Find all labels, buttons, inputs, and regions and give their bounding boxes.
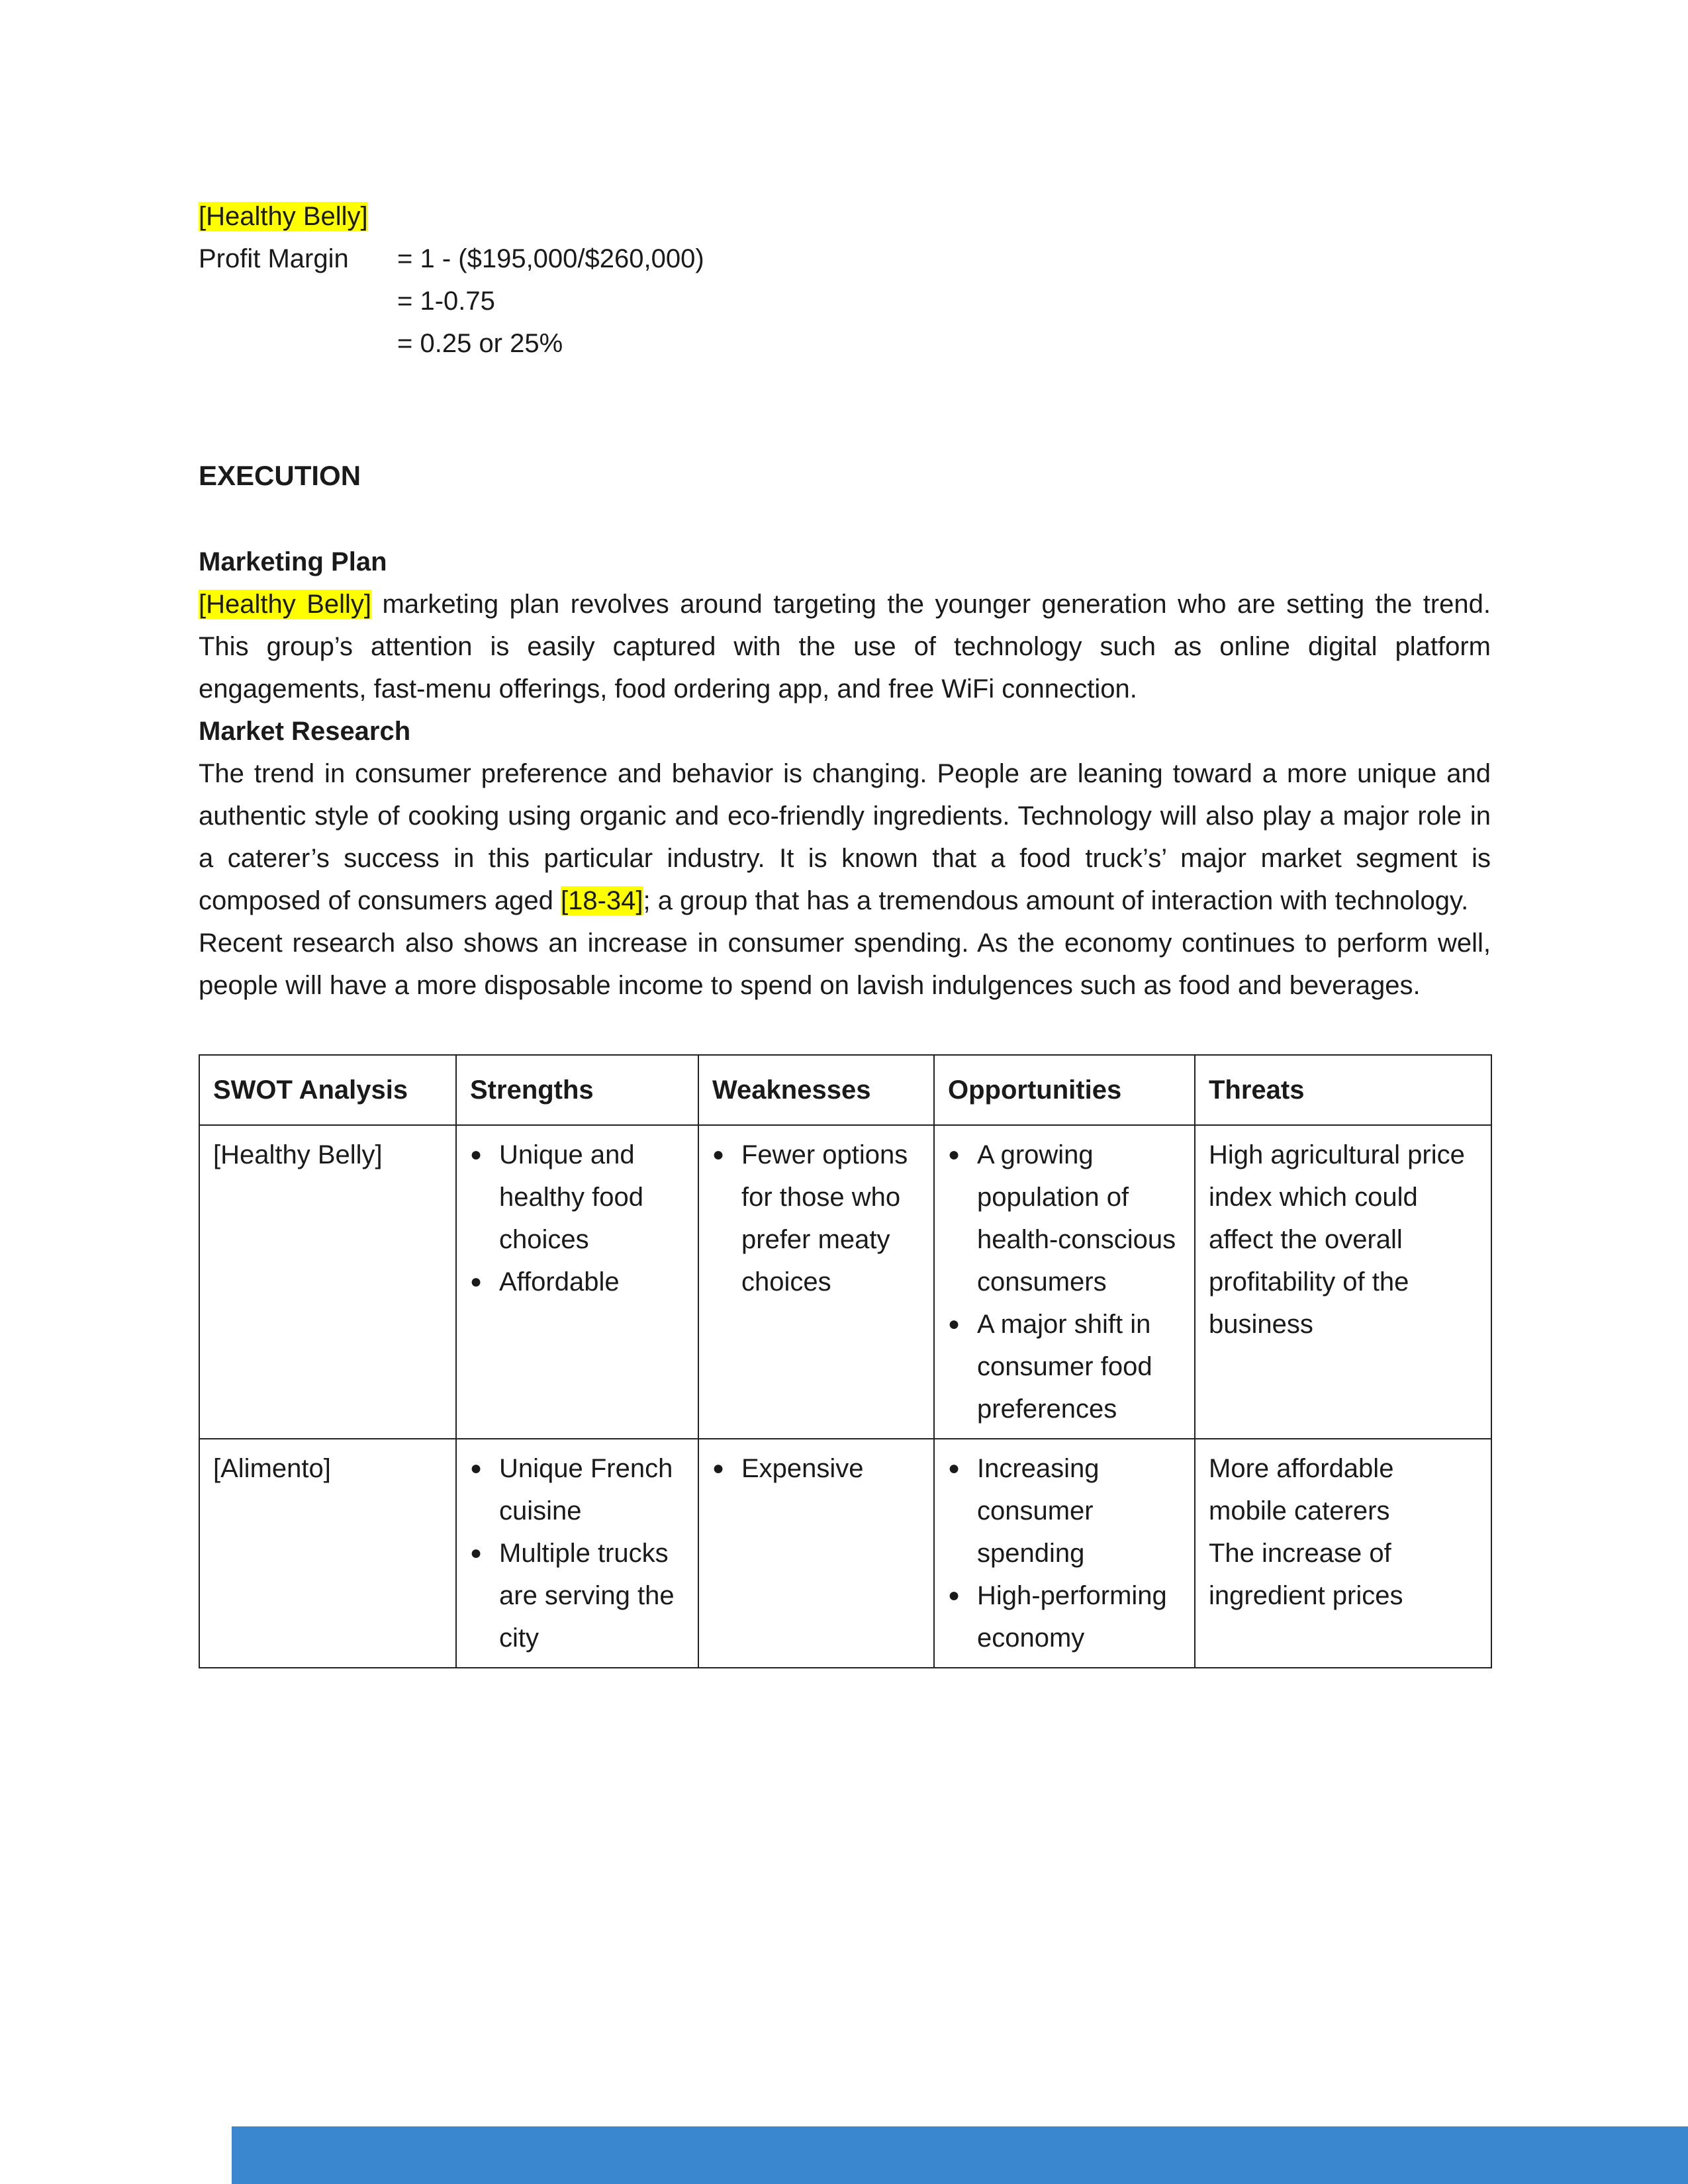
document-page xyxy=(199,195,1491,1668)
age-range-highlight: [18-34] xyxy=(560,886,643,915)
marketing-plan-heading: Marketing Plan xyxy=(199,547,387,576)
swot-weaknesses-cell xyxy=(698,1439,934,1668)
list-item: ● High-performing economy xyxy=(948,1574,1181,1659)
swot-opportunities-cell xyxy=(934,1125,1195,1439)
profit-margin-formula: = 1 - ($195,000/$260,000) xyxy=(397,244,704,273)
list-item: ● A major shift in consumer food preferences xyxy=(948,1303,1181,1430)
list-item: ● Increasing consumer spending xyxy=(948,1447,1181,1574)
list-item: ● Fewer options for those who prefer meaty choices xyxy=(712,1134,920,1303)
swot-weaknesses-cell xyxy=(698,1125,934,1439)
profit-margin-row-1 xyxy=(199,238,1491,280)
swot-header-weaknesses: Weaknesses xyxy=(698,1055,934,1125)
swot-strengths-cell xyxy=(456,1439,698,1668)
profit-margin-label: Profit Margin xyxy=(199,244,349,273)
market-research-paragraph-2: Recent research also shows an increase in consumer spending. As the economy continues to perform well, people will have a more disposable income to spend on lavish indulgences such as food and beverages. xyxy=(199,929,1491,1000)
market-research-text-1a: The trend in consumer preference and behavior is changing. People are leaning toward a more unique and authentic style of cooking using organic and eco-friendly ingredients. Technology will also play a major role in a caterer’s success in this particular industry. It is known that a food truck’s’ major market segment is composed of consumers aged xyxy=(199,759,1491,915)
swot-opportunities-cell xyxy=(934,1439,1195,1668)
swot-row-name: [Healthy Belly] xyxy=(199,1125,456,1439)
threat-line: More affordable mobile caterers xyxy=(1209,1454,1394,1525)
marketing-plan-paragraph xyxy=(199,583,1491,710)
swot-row-name: [Alimento] xyxy=(199,1439,456,1668)
swot-header-threats: Threats xyxy=(1195,1055,1491,1125)
company-highlight: [Healthy Belly] xyxy=(199,202,368,231)
swot-header-analysis: SWOT Analysis xyxy=(199,1055,456,1125)
swot-threats-cell xyxy=(1195,1439,1491,1668)
execution-heading: EXECUTION xyxy=(199,460,361,491)
market-research-paragraph-1 xyxy=(199,752,1491,922)
swot-strengths-cell xyxy=(456,1125,698,1439)
market-research-text-1b: ; a group that has a tremendous amount of interaction with technology. xyxy=(643,886,1469,915)
market-research-heading: Market Research xyxy=(199,717,411,746)
swot-header-strengths: Strengths xyxy=(456,1055,698,1125)
swot-header-row xyxy=(199,1055,1491,1125)
threat-line: The increase of ingredient prices xyxy=(1209,1539,1403,1610)
swot-header-opportunities: Opportunities xyxy=(934,1055,1195,1125)
company-name-highlight xyxy=(199,195,1491,238)
list-item: ● Unique French cuisine xyxy=(470,1447,684,1532)
profit-margin-row-2 xyxy=(199,280,1491,322)
profit-margin-row-3 xyxy=(199,322,1491,365)
profit-margin-block xyxy=(199,195,1491,365)
footer-color-bar xyxy=(232,2126,1688,2184)
list-item: ● A growing population of health-conscious consumers xyxy=(948,1134,1181,1303)
marketing-plan-text: marketing plan revolves around targeting the younger generation who are setting the trend. This group’s attention is easily captured with the use of technology such as online digital platform engagements, fast-menu offerings, food ordering app, and free WiFi connection. xyxy=(199,590,1491,704)
table-row xyxy=(199,1439,1491,1668)
list-item: ● Expensive xyxy=(712,1447,920,1490)
list-item: ● Multiple trucks are serving the city xyxy=(470,1532,684,1659)
profit-margin-step: = 1-0.75 xyxy=(397,287,495,316)
swot-threats-cell: High agricultural price index which could affect the overall profitability of the business xyxy=(1195,1125,1491,1439)
marketing-plan-highlight: [Healthy Belly] xyxy=(199,590,372,619)
list-item: ● Unique and healthy food choices xyxy=(470,1134,684,1261)
swot-table xyxy=(199,1054,1492,1668)
list-item: ● Affordable xyxy=(470,1261,684,1303)
profit-margin-result: = 0.25 or 25% xyxy=(397,329,563,358)
table-row xyxy=(199,1125,1491,1439)
